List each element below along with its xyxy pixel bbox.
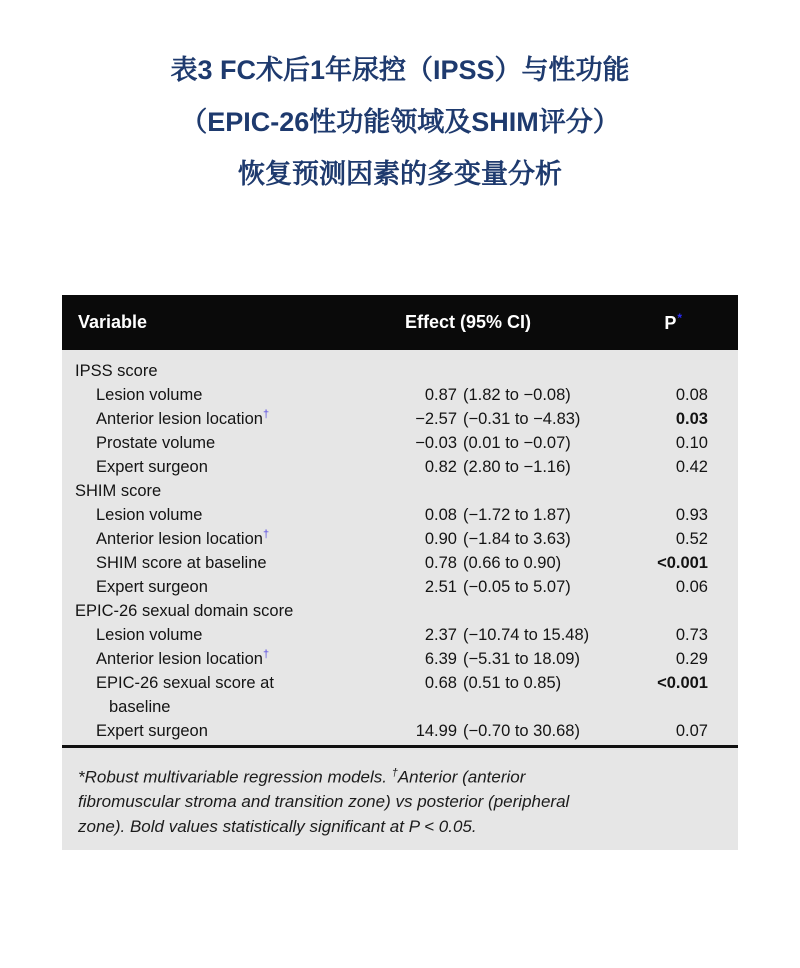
p-value: 0.06 — [675, 578, 708, 596]
effect-value: 2.51 — [424, 578, 457, 596]
footnote-dagger: † — [391, 767, 398, 779]
footnote-line-2: fibromuscular stroma and transition zone) vs posterior (peripheral — [78, 792, 570, 812]
table-section-row — [62, 479, 738, 503]
header-p — [650, 311, 738, 334]
confidence-interval: (−0.70 to 30.68) — [463, 722, 580, 740]
row-label — [62, 671, 405, 719]
effect-cell — [405, 455, 650, 479]
header-p-label: P — [664, 313, 677, 333]
table-footnote — [62, 748, 738, 850]
effect-cell — [405, 671, 650, 695]
table-section-row — [62, 599, 738, 623]
p-value: 0.52 — [675, 530, 708, 548]
effect-cell — [405, 407, 650, 431]
table-row — [62, 455, 738, 479]
effect-cell — [405, 383, 650, 407]
title-line-3: 恢复预测因素的多变量分析 — [238, 159, 562, 189]
table-section-row — [62, 359, 738, 383]
table-row — [62, 671, 738, 719]
effect-cell — [405, 551, 650, 575]
results-table — [62, 295, 738, 840]
p-value: 0.07 — [675, 722, 708, 740]
row-label: Expert surgeon — [96, 722, 208, 740]
footnote-line-1: *Robust multivariable regression models. †Anterior (anterior — [78, 767, 526, 787]
section-label: SHIM score — [75, 482, 162, 500]
p-value: 0.73 — [675, 626, 708, 644]
row-label: Anterior lesion location† — [96, 408, 270, 428]
dagger-mark: † — [262, 408, 270, 421]
effect-value: −0.03 — [415, 434, 457, 452]
table-row — [62, 647, 738, 671]
effect-value: 0.08 — [424, 506, 457, 524]
footnote-line-3: zone). Bold values statistically significant at P < 0.05. — [78, 816, 477, 836]
effect-value: −2.57 — [415, 410, 457, 428]
effect-value: 6.39 — [424, 650, 457, 668]
row-label: Lesion volume — [96, 506, 203, 524]
effect-value: 0.78 — [424, 554, 457, 572]
effect-cell — [405, 503, 650, 527]
title-line-1: 表3 FC术后1年尿控（IPSS）与性功能 — [170, 55, 630, 85]
section-label: EPIC-26 sexual domain score — [75, 602, 294, 620]
effect-cell — [405, 527, 650, 551]
effect-cell — [405, 575, 650, 599]
row-label: Lesion volume — [96, 626, 203, 644]
table-row — [62, 551, 738, 575]
header-effect: Effect (95% CI) — [405, 312, 532, 332]
row-label: Prostate volume — [96, 434, 216, 452]
table-header-row — [62, 295, 738, 350]
effect-value: 2.37 — [424, 626, 457, 644]
effect-value: 0.87 — [424, 386, 457, 404]
table-row — [62, 383, 738, 407]
section-label: IPSS score — [75, 362, 158, 380]
p-value: 0.42 — [675, 458, 708, 476]
table-body — [62, 350, 738, 840]
header-p-asterisk: * — [677, 311, 682, 325]
confidence-interval: (−1.72 to 1.87) — [463, 506, 571, 524]
table-row — [62, 431, 738, 455]
effect-value: 0.68 — [424, 674, 457, 692]
p-value: 0.03 — [675, 410, 708, 428]
p-value: 0.29 — [675, 650, 708, 668]
table-row — [62, 503, 738, 527]
confidence-interval: (1.82 to −0.08) — [463, 386, 571, 404]
p-value: <0.001 — [657, 554, 708, 572]
effect-cell — [405, 647, 650, 671]
table-row — [62, 623, 738, 647]
confidence-interval: (−5.31 to 18.09) — [463, 650, 580, 668]
p-value: 0.93 — [675, 506, 708, 524]
row-label-line-2: baseline — [109, 698, 171, 716]
confidence-interval: (−0.05 to 5.07) — [463, 578, 571, 596]
table-row — [62, 575, 738, 599]
confidence-interval: (−10.74 to 15.48) — [463, 626, 590, 644]
confidence-interval: (2.80 to −1.16) — [463, 458, 571, 476]
confidence-interval: (−0.31 to −4.83) — [463, 410, 581, 428]
row-label: Lesion volume — [96, 386, 203, 404]
row-label: SHIM score at baseline — [96, 554, 267, 572]
table-row — [62, 527, 738, 551]
confidence-interval: (0.66 to 0.90) — [463, 554, 562, 572]
p-value: <0.001 — [657, 674, 708, 692]
header-variable: Variable — [78, 312, 148, 332]
row-label: Anterior lesion location† — [96, 648, 270, 668]
row-label: Expert surgeon — [96, 578, 208, 596]
table-row — [62, 719, 738, 743]
table-row — [62, 407, 738, 431]
dagger-mark: † — [262, 648, 270, 661]
effect-value: 0.82 — [424, 458, 457, 476]
confidence-interval: (0.01 to −0.07) — [463, 434, 571, 452]
effect-cell — [405, 431, 650, 455]
dagger-mark: † — [262, 528, 270, 541]
page-title — [0, 44, 800, 200]
effect-cell — [405, 719, 650, 743]
p-value: 0.10 — [675, 434, 708, 452]
effect-value: 0.90 — [424, 530, 457, 548]
title-line-2: （EPIC-26性功能领域及SHIM评分） — [180, 107, 620, 137]
effect-cell — [405, 623, 650, 647]
confidence-interval: (0.51 to 0.85) — [463, 674, 562, 692]
row-label: Anterior lesion location† — [96, 528, 270, 548]
row-label-line-1: EPIC-26 sexual score at — [96, 674, 274, 692]
effect-value: 14.99 — [415, 722, 457, 740]
p-value: 0.08 — [675, 386, 708, 404]
row-label: Expert surgeon — [96, 458, 208, 476]
confidence-interval: (−1.84 to 3.63) — [463, 530, 571, 548]
